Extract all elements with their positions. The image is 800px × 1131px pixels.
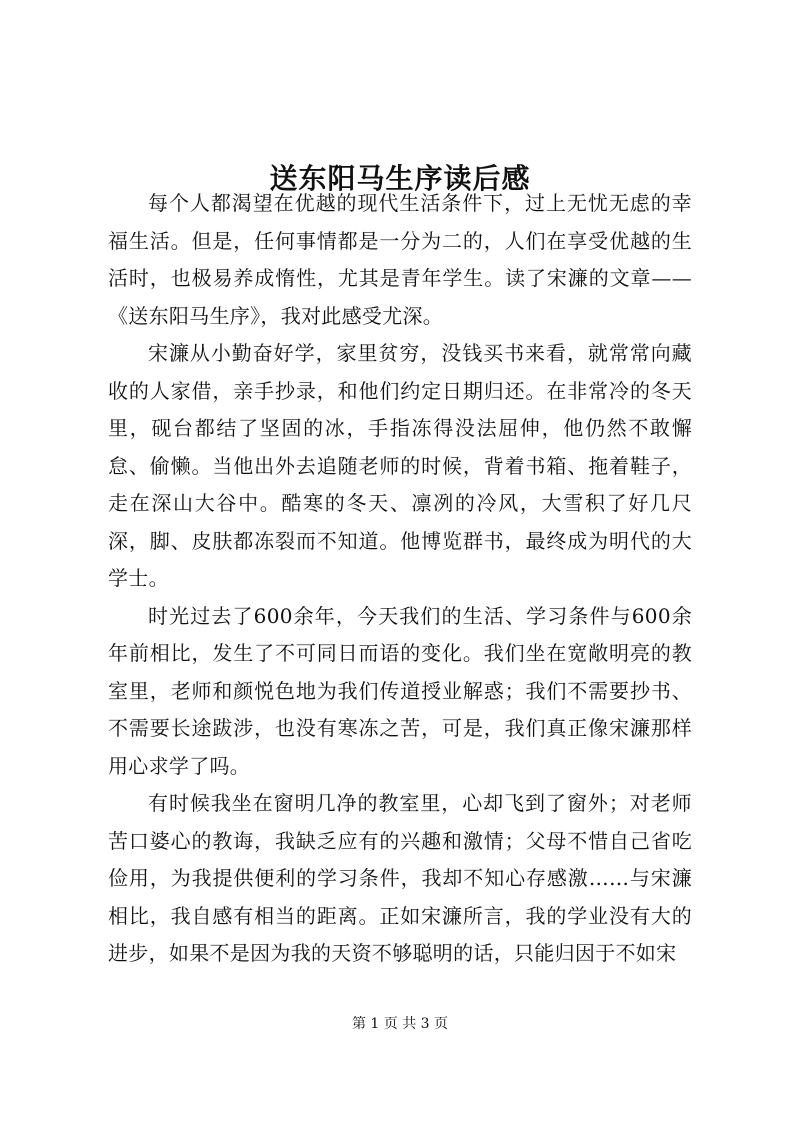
page-title: 送东阳马生序读后感 [269, 161, 531, 195]
paragraph-1: 每个人都渴望在优越的现代生活条件下，过上无忧无虑的幸福生活。但是，任何事情都是一分为二的，人们在享受优越的生活时，也极易养成惰性，尤其是青年学生。读了宋濂的文章——《送东阳马生序》，我对此感受尤深。 [108, 191, 692, 328]
paragraph-2: 宋濂从小勤奋好学，家里贫穷，没钱买书来看，就常常向藏收的人家借，亲手抄录，和他们约定日期归还。在非常冷的冬天里，砚台都结了坚固的冰，手指冻得没法屈伸，他仍然不敢懈怠、偷懒。当他出外去追随老师的时候，背着书箱、拖着鞋子，走在深山大谷中。酷寒的冬天、凛冽的冷风，大雪积了好几尺深，脚、皮肤都冻裂而不知道。他博览群书，最终成为明代的大学士。 [108, 341, 692, 590]
document-body [108, 185, 692, 973]
paragraph-4: 有时候我坐在窗明几净的教室里，心却飞到了窗外；对老师苦口婆心的教诲，我缺乏应有的兴趣和激情；父母不惜自己省吃俭用，为我提供便利的学习条件，我却不知心存感激……与宋濂相比，我自感有相当的距离。正如宋濂所言，我的学业没有大的进步，如果不是因为我的天资不够聪明的话，只能归因于不如宋 [108, 791, 692, 965]
paragraph-3: 时光过去了600余年，今天我们的生活、学习条件与600余年前相比，发生了不可同日而语的变化。我们坐在宽敞明亮的教室里，老师和颜悦色地为我们传道授业解惑；我们不需要抄书、不需要长途跋涉，也没有寒冻之苦，可是，我们真正像宋濂那样用心求学了吗。 [108, 603, 692, 778]
page-number-footer: 第 1 页 共 3 页 [351, 1016, 449, 1032]
